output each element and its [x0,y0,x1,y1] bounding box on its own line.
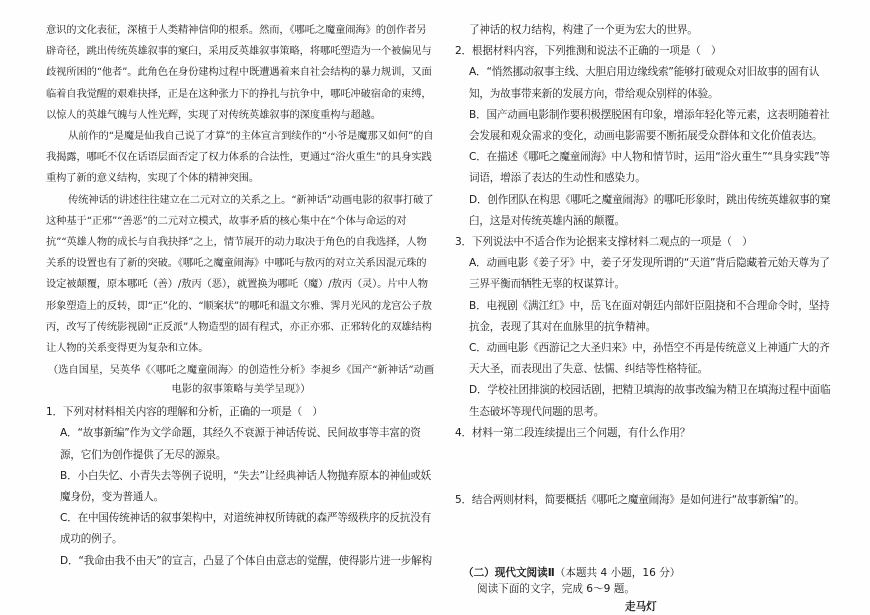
right-column [455,20,835,615]
question-2-stem: 2．根据材料内容，下列推测和说法不正确的一项是（ ） [455,45,722,58]
question-1-stem: 1．下列对材料相关内容的理解和分析，正确的一项是（ ） [46,406,323,419]
material-source: （选自国星，吴英华《〈哪吒之魔童闹海〉的创造性分析》李昶乡《国产“新神话”动画电影的叙事策略与美学呈现》） [47,364,435,396]
question-5: 5．结合两则材料，简要概括《哪吒之魔童闹海》是如何进行“故事新编”的。 [455,494,805,507]
article-title: 走马灯 [625,601,657,614]
section-heading [463,565,835,581]
question-4: 4．材料一第二段连续提出三个问题，有什么作用？ [455,426,691,439]
section-title: （二）现代文阅读Ⅱ [463,567,555,580]
question-3-stem: 3．下列说法中不适合作为论据来支撑材料二观点的一项是（ ） [455,236,753,249]
question-2-option-d[interactable]: D．创作团队在构思《哪吒之魔童闹海》的哪吒形象时，跳出传统英雄叙事的窠臼，这是对传统英雄内涵的颠覆。 [469,193,831,227]
question-3-option-c[interactable]: C．动画电影《西游记之大圣归来》中，孙悟空不再是传统意义上神通广大的齐天大圣，而表现出了失意、怯懦、纠结等性格特征。 [469,342,830,376]
question-3-option-a[interactable]: A．动画电影《姜子牙》中，姜子牙发现所谓的“天道”背后隐藏着元始天尊为了三界平衡而牺牲无辜的权谋算计。 [469,257,830,291]
section-intro: 阅读下面的文字，完成 6～9 题。 [477,583,635,596]
material-paragraph-1: 意识的文化表征，深植于人类精神信仰的根系。然而，《哪吒之魔童闹海》的创作者另辟奇径，跳出传统英雄叙事的窠臼，采用反英雄叙事策略，将哪吒塑造为一个被偏见与歧视所困的“他者”。此角色在身份建构过程中既遭遇着来自社会结构的暴力规训，又面临着自我觉醒的艰难抉择，正是在这种张力下的挣扎与抗争中，哪吒冲破宿命的束缚，以惊人的英雄气魄与人性光辉，实现了对传统英雄叙事的深度重构与超越。 [46,24,432,121]
question-2-option-b[interactable]: B．国产动画电影制作要积极摆脱困有印象，增添年轻化等元素，这表明随着社会发展和观众需求的变化，动画电影需要不断拓展受众群体和文化价值表达。 [469,108,830,143]
section-detail: （本题共 4 小题，16 分） [554,567,681,580]
question-1-option-d[interactable]: D．“我命由我不由天”的宣言，凸显了个体自由意志的觉醒，使得影片进一步解构 [60,554,432,567]
question-2-option-c[interactable]: C．在描述《哪吒之魔童闹海》中人物和情节时，运用“浴火重生”“具身实践”等词语，增添了表达的生动性和感染力。 [469,151,830,185]
question-2-option-a[interactable]: A．“悄然挪动叙事主线、大胆启用边缘线索”能够打破观众对旧故事的固有认知，为故事带来新的发展方向，带给观众别样的体验。 [469,66,820,100]
answer-space-5[interactable] [455,511,835,557]
question-1-option-c[interactable]: C．在中国传统神话的叙事架构中，对道统神权所铸就的森严等级秩序的反抗没有成功的例子。 [60,512,431,546]
answer-space-4[interactable] [455,444,835,490]
question-1-option-a[interactable]: A．“故事新编”作为文学命题，其经久不衰源于神话传说、民间故事等丰富的资源，它们为创作提供了无尽的源泉。 [60,427,421,461]
question-1 [46,402,436,572]
question-3-option-d[interactable]: D．学校社团排演的校园话剧，把精卫填海的故事改编为精卫在填海过程中面临生态破坏等现代问题的思考。 [469,384,831,418]
question-1-option-d-continued: 了神话的权力结构，构建了一个更为宏大的世界。 [469,24,698,36]
question-1-option-b[interactable]: B．小白失忆、小青失去等例子说明，“失去”让经典神话人物抛弃原本的神仙或妖魔身份，变为普通人。 [60,469,432,504]
material-paragraph-2: 从前作的“是魔是仙我自己说了才算”的主体宣言到续作的“小爷是魔那又如何”的自我揭露，哪吒不仅在话语层面否定了权力体系的合法性，更通过“浴火重生”的具身实践重构了新的意义结构，实现了个体的精神突围。 [46,130,434,185]
question-3 [455,232,835,423]
left-column [46,20,436,572]
question-2 [455,41,835,232]
question-3-option-b[interactable]: B．电视剧《满江红》中，岳飞在面对朝廷内部奸臣阻挠和不合理命令时，坚持抗金，表现了其对在血脉里的抗争精神。 [469,299,830,333]
material-paragraph-3: 传统神话的讲述往往建立在二元对立的关系之上。“新神话”动画电影的叙事打破了这种基于“正邪”“善恶”的二元对立模式，故事矛盾的核心集中在“个体与命运的对抗”“英雄人物的成长与自我抉择”之上，情节展开的动力取决于角色的自我选择，人物关系的设置也有了新的突破。《哪吒之魔童闹海》中哪吒与敖丙的对立关系因混元珠的设定被颠覆，原本哪吒（善）/敖丙（恶），就置换为哪吒（魔）/敖丙（灵）。片中人物形象塑造上的反转，即“正”化的、“顺案状”的哪吒和温文尔雅、霁月光风的龙宫公子敖丙，改写了传统影视剧“正反派”人物造型的固有程式，亦正亦邪、正邪转化的双雄结构让人物的关系变得更为复杂和立体。 [46,193,434,355]
